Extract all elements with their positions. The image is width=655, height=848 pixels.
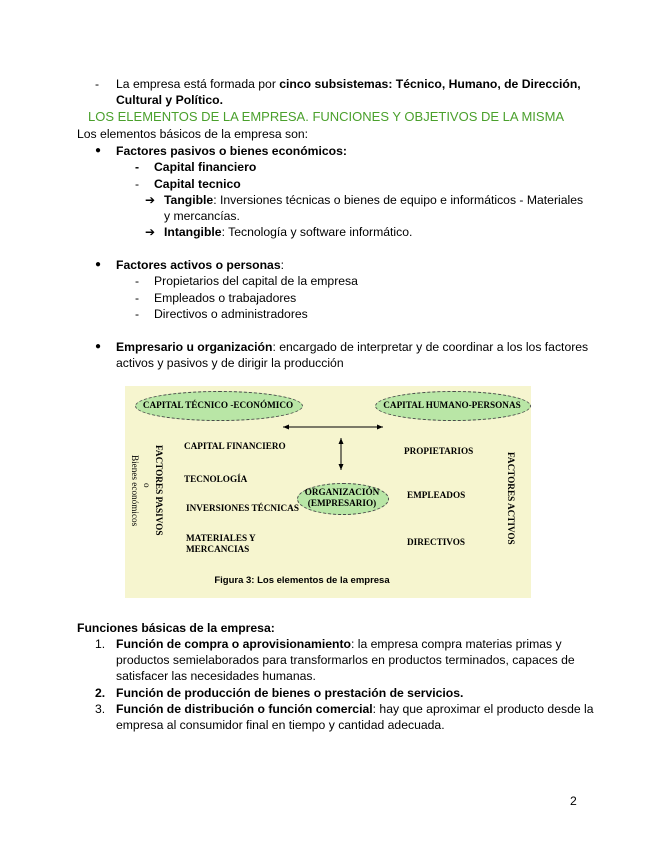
lead-text: Los elementos básicos de la empresa son: bbox=[77, 127, 309, 141]
passive-heading: Factores pasivos o bienes económicos: bbox=[116, 144, 347, 158]
page-number: 2 bbox=[570, 794, 577, 808]
arrow-head-down bbox=[339, 464, 344, 470]
dash: - bbox=[135, 291, 140, 305]
label-capital-tecnico: CAPITAL TÉCNICO -ECONÓMICO bbox=[142, 400, 294, 410]
entrepreneur-line-1 bbox=[116, 339, 589, 355]
entrepreneur-line-2: activos y pasivos y de dirigir la producción bbox=[116, 356, 344, 370]
intangible-text: : Tecnología y software informático. bbox=[221, 225, 413, 239]
bullet-icon: ● bbox=[95, 259, 102, 270]
right-item-directivos: DIRECTIVOS bbox=[407, 537, 466, 547]
left-item-inversiones: INVERSIONES TÉCNICAS bbox=[186, 503, 299, 513]
bullet-icon: ● bbox=[95, 145, 102, 156]
dash: - bbox=[135, 307, 140, 321]
intro-dash: - bbox=[95, 77, 100, 91]
functions-title: Funciones básicas de la empresa: bbox=[77, 621, 275, 635]
left-item-materiales: MATERIALES Y bbox=[186, 533, 256, 543]
left-item-mercancias: MERCANCIAS bbox=[186, 544, 250, 554]
function-number: 2. bbox=[95, 686, 106, 700]
function-1-line-1 bbox=[116, 636, 577, 652]
figure-caption: Figura 3: Los elementos de la empresa bbox=[214, 575, 390, 586]
intangible-line bbox=[164, 224, 412, 240]
left-item-capital-financiero: CAPITAL FINANCIERO bbox=[184, 441, 286, 451]
left-item-tecnologia: TECNOLOGÍA bbox=[184, 474, 248, 484]
intro-line-1 bbox=[116, 76, 581, 92]
active-item-propietarios: Propietarios del capital de la empresa bbox=[154, 274, 358, 288]
label-capital-humano: CAPITAL HUMANO-PERSONAS bbox=[383, 400, 521, 410]
function-3-line-1 bbox=[116, 701, 594, 717]
right-item-propietarios: PROPIETARIOS bbox=[404, 446, 474, 456]
section-title: LOS ELEMENTOS DE LA EMPRESA. FUNCIONES Y OBJETIVOS DE LA MISMA bbox=[88, 109, 565, 124]
arrow-head-up bbox=[339, 438, 344, 444]
function-2-label: Función de producción de bienes o prestación de servicios. bbox=[116, 686, 464, 700]
tangible-text: : Inversiones técnicas o bienes de equipo e informáticos - Materiales bbox=[213, 193, 584, 207]
right-item-empleados: EMPLEADOS bbox=[407, 490, 466, 500]
figure-elements-diagram bbox=[125, 386, 531, 598]
function-number: 1. bbox=[95, 637, 106, 651]
tangible-line-1 bbox=[164, 192, 584, 208]
tangible-label: Tangible bbox=[164, 193, 214, 207]
bullet-icon: ● bbox=[95, 341, 102, 352]
intro-bold: cinco subsistemas: Técnico, Humano, de Dirección, bbox=[279, 77, 581, 91]
passive-item-capital-financiero: Capital financiero bbox=[154, 160, 257, 174]
function-1-line-2: productos semielaborados para transformarlos en productos terminados, capaces de bbox=[116, 653, 575, 667]
intro-line-2: Cultural y Político. bbox=[116, 93, 223, 107]
function-3-text: : hay que aproximar el producto desde la bbox=[372, 702, 594, 716]
active-item-directivos: Directivos o administradores bbox=[154, 307, 308, 321]
entrepreneur-text: : encargado de interpretar y de coordinar a los los factores bbox=[272, 340, 589, 354]
dash: - bbox=[135, 160, 140, 174]
function-1-text: : la empresa compra materias primas y bbox=[350, 637, 562, 651]
dash: - bbox=[135, 177, 140, 191]
intro-text: La empresa está formada por bbox=[116, 77, 280, 91]
function-3-label: Función de distribución o función comercial bbox=[116, 702, 373, 716]
center-label-1: ORGANIZACIÓN bbox=[304, 487, 380, 497]
arrow-head-right bbox=[377, 425, 383, 430]
dash: - bbox=[135, 274, 140, 288]
arrow-right-icon: ➔ bbox=[145, 225, 156, 239]
arrow-head-left bbox=[283, 425, 289, 430]
center-label-2: (EMPRESARIO) bbox=[307, 498, 377, 508]
intangible-label: Intangible bbox=[164, 225, 222, 239]
active-heading: Factores activos o personas bbox=[116, 258, 281, 272]
function-1-line-3: satisfacer las necesidades humanas. bbox=[116, 669, 316, 683]
left-vertical-label-1: FACTORES PASIVOS bbox=[154, 445, 164, 536]
arrow-right-icon: ➔ bbox=[145, 193, 156, 207]
function-3-line-2: empresa al consumidor final en tiempo y cantidad adecuada. bbox=[116, 718, 445, 732]
function-1-label: Función de compra o aprovisionamiento bbox=[116, 637, 351, 651]
active-colon: : bbox=[280, 258, 284, 272]
tangible-line-2: y mercancías. bbox=[164, 209, 240, 223]
passive-item-capital-tecnico: Capital tecnico bbox=[154, 177, 241, 191]
left-vertical-label-2: o bbox=[142, 483, 152, 488]
left-vertical-label-3: Bienes económicos bbox=[130, 454, 140, 527]
function-number: 3. bbox=[95, 702, 106, 716]
active-heading-line bbox=[116, 257, 284, 273]
entrepreneur-heading: Empresario u organización bbox=[116, 340, 273, 354]
active-item-empleados: Empleados o trabajadores bbox=[154, 291, 297, 305]
right-vertical-label: FACTORES ACTIVOS bbox=[506, 451, 516, 545]
